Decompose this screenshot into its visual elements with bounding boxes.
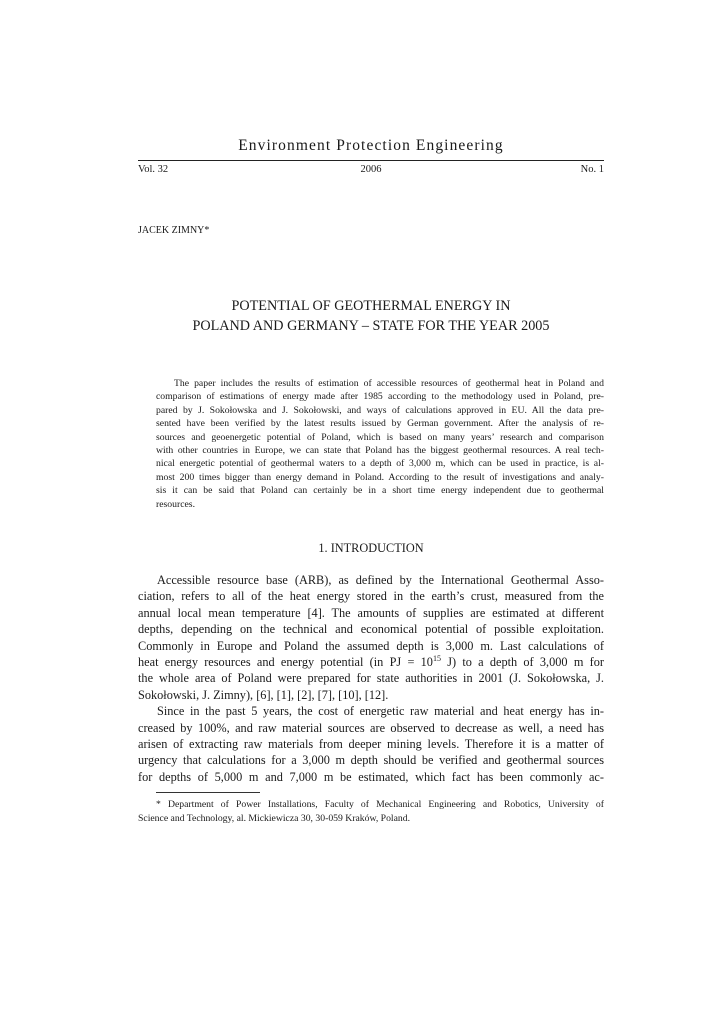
- abstract-line: nical energetic potential of geothermal waters to a depth of 3,000 m, which can be used in practice, is al-: [156, 458, 604, 470]
- body-line: creased by 100%, and raw material sources are observed to decrease as well, a need has: [138, 720, 604, 735]
- issue-number-label: No. 1: [580, 164, 604, 175]
- body-line: the whole area of Poland were prepared for state authorities in 2001 (J. Sokołowska, J.: [138, 671, 604, 686]
- body-line-before: heat energy resources and energy potential (in PJ = 10: [138, 654, 433, 669]
- title-line-1: POTENTIAL OF GEOTHERMAL ENERGY IN: [231, 298, 511, 314]
- abstract-line: most 200 times bigger than energy demand in Poland. According to the result of investigations and analy-: [156, 471, 604, 483]
- body-line: arisen of extracting raw materials from deeper mining levels. Therefore it is a matter of: [138, 736, 604, 751]
- abstract-line: sis it can be said that Poland can certainly be in a short time energy independent due to geothermal: [156, 485, 604, 497]
- paper-title: [138, 296, 604, 336]
- abstract-line: pared by J. Sokołowska and J. Sokołowski, and ways of calculations approved in EU. All the data pre-: [156, 404, 604, 416]
- footnote-line: Science and Technology, al. Mickiewicza 30, 30-059 Kraków, Poland.: [138, 812, 411, 824]
- body-line: Commonly in Europe and Poland the assumed depth is 3,000 m. Last calculations of: [138, 638, 604, 653]
- body-line: for depths of 5,000 m and 7,000 m be estimated, which fact has been commonly ac-: [138, 769, 604, 784]
- footnote-rule: [156, 792, 260, 793]
- journal-title: Environment Protection Engineering: [238, 137, 504, 154]
- abstract-line: comparison of estimations of energy made after 1985 according to the methodology used in Poland, pre-: [156, 391, 604, 403]
- footnote-line: * Department of Power Installations, Faculty of Mechanical Engineering and Robotics, University of: [156, 799, 604, 810]
- abstract-line: sources and geoenergetic potential of Poland, which is based on many years’ research and comparison: [156, 431, 604, 443]
- body-text: [138, 572, 604, 785]
- volume-label: Vol. 32: [138, 164, 169, 175]
- abstract-line: The paper includes the results of estimation of accessible resources of geothermal heat in Poland and: [174, 378, 604, 389]
- footnote: [138, 798, 604, 825]
- body-line: urgency that calculations for a 3,000 m depth should be verified and geothermal sources: [138, 753, 604, 768]
- abstract: [156, 377, 604, 511]
- section-heading: 1. INTRODUCTION: [318, 541, 424, 555]
- abstract-line: resources.: [156, 498, 196, 510]
- body-line-after: J) to a depth of 3,000 m for: [440, 654, 604, 669]
- header-rule: [138, 160, 604, 161]
- body-line-with-superscript: [138, 654, 604, 670]
- title-line-2: POLAND AND GERMANY – STATE FOR THE YEAR 2005: [192, 318, 550, 334]
- body-line: depths, depending on the technical and economical potential of possible exploitation.: [138, 622, 604, 637]
- year-label: 2006: [360, 164, 382, 175]
- author-name: JACEK ZIMNY*: [138, 225, 210, 236]
- abstract-line: with other countries in Europe, we can state that Poland has the biggest geothermal resources. A real tech-: [156, 444, 604, 456]
- body-line: Since in the past 5 years, the cost of energetic raw material and heat energy has in-: [157, 704, 604, 719]
- body-line: ciation, refers to all of the heat energy stored in the earth’s crust, measured from the: [138, 589, 604, 604]
- body-line: Sokołowski, J. Zimny), [6], [1], [2], [7], [10], [12].: [138, 687, 389, 702]
- body-line: annual local mean temperature [4]. The amounts of supplies are estimated at different: [138, 605, 604, 620]
- exponent: 15: [432, 653, 441, 663]
- body-line: Accessible resource base (ARB), as defined by the International Geothermal Asso-: [157, 573, 604, 587]
- abstract-line: sented have been verified by the latest results issued by German government. After the analysis of re-: [156, 418, 604, 430]
